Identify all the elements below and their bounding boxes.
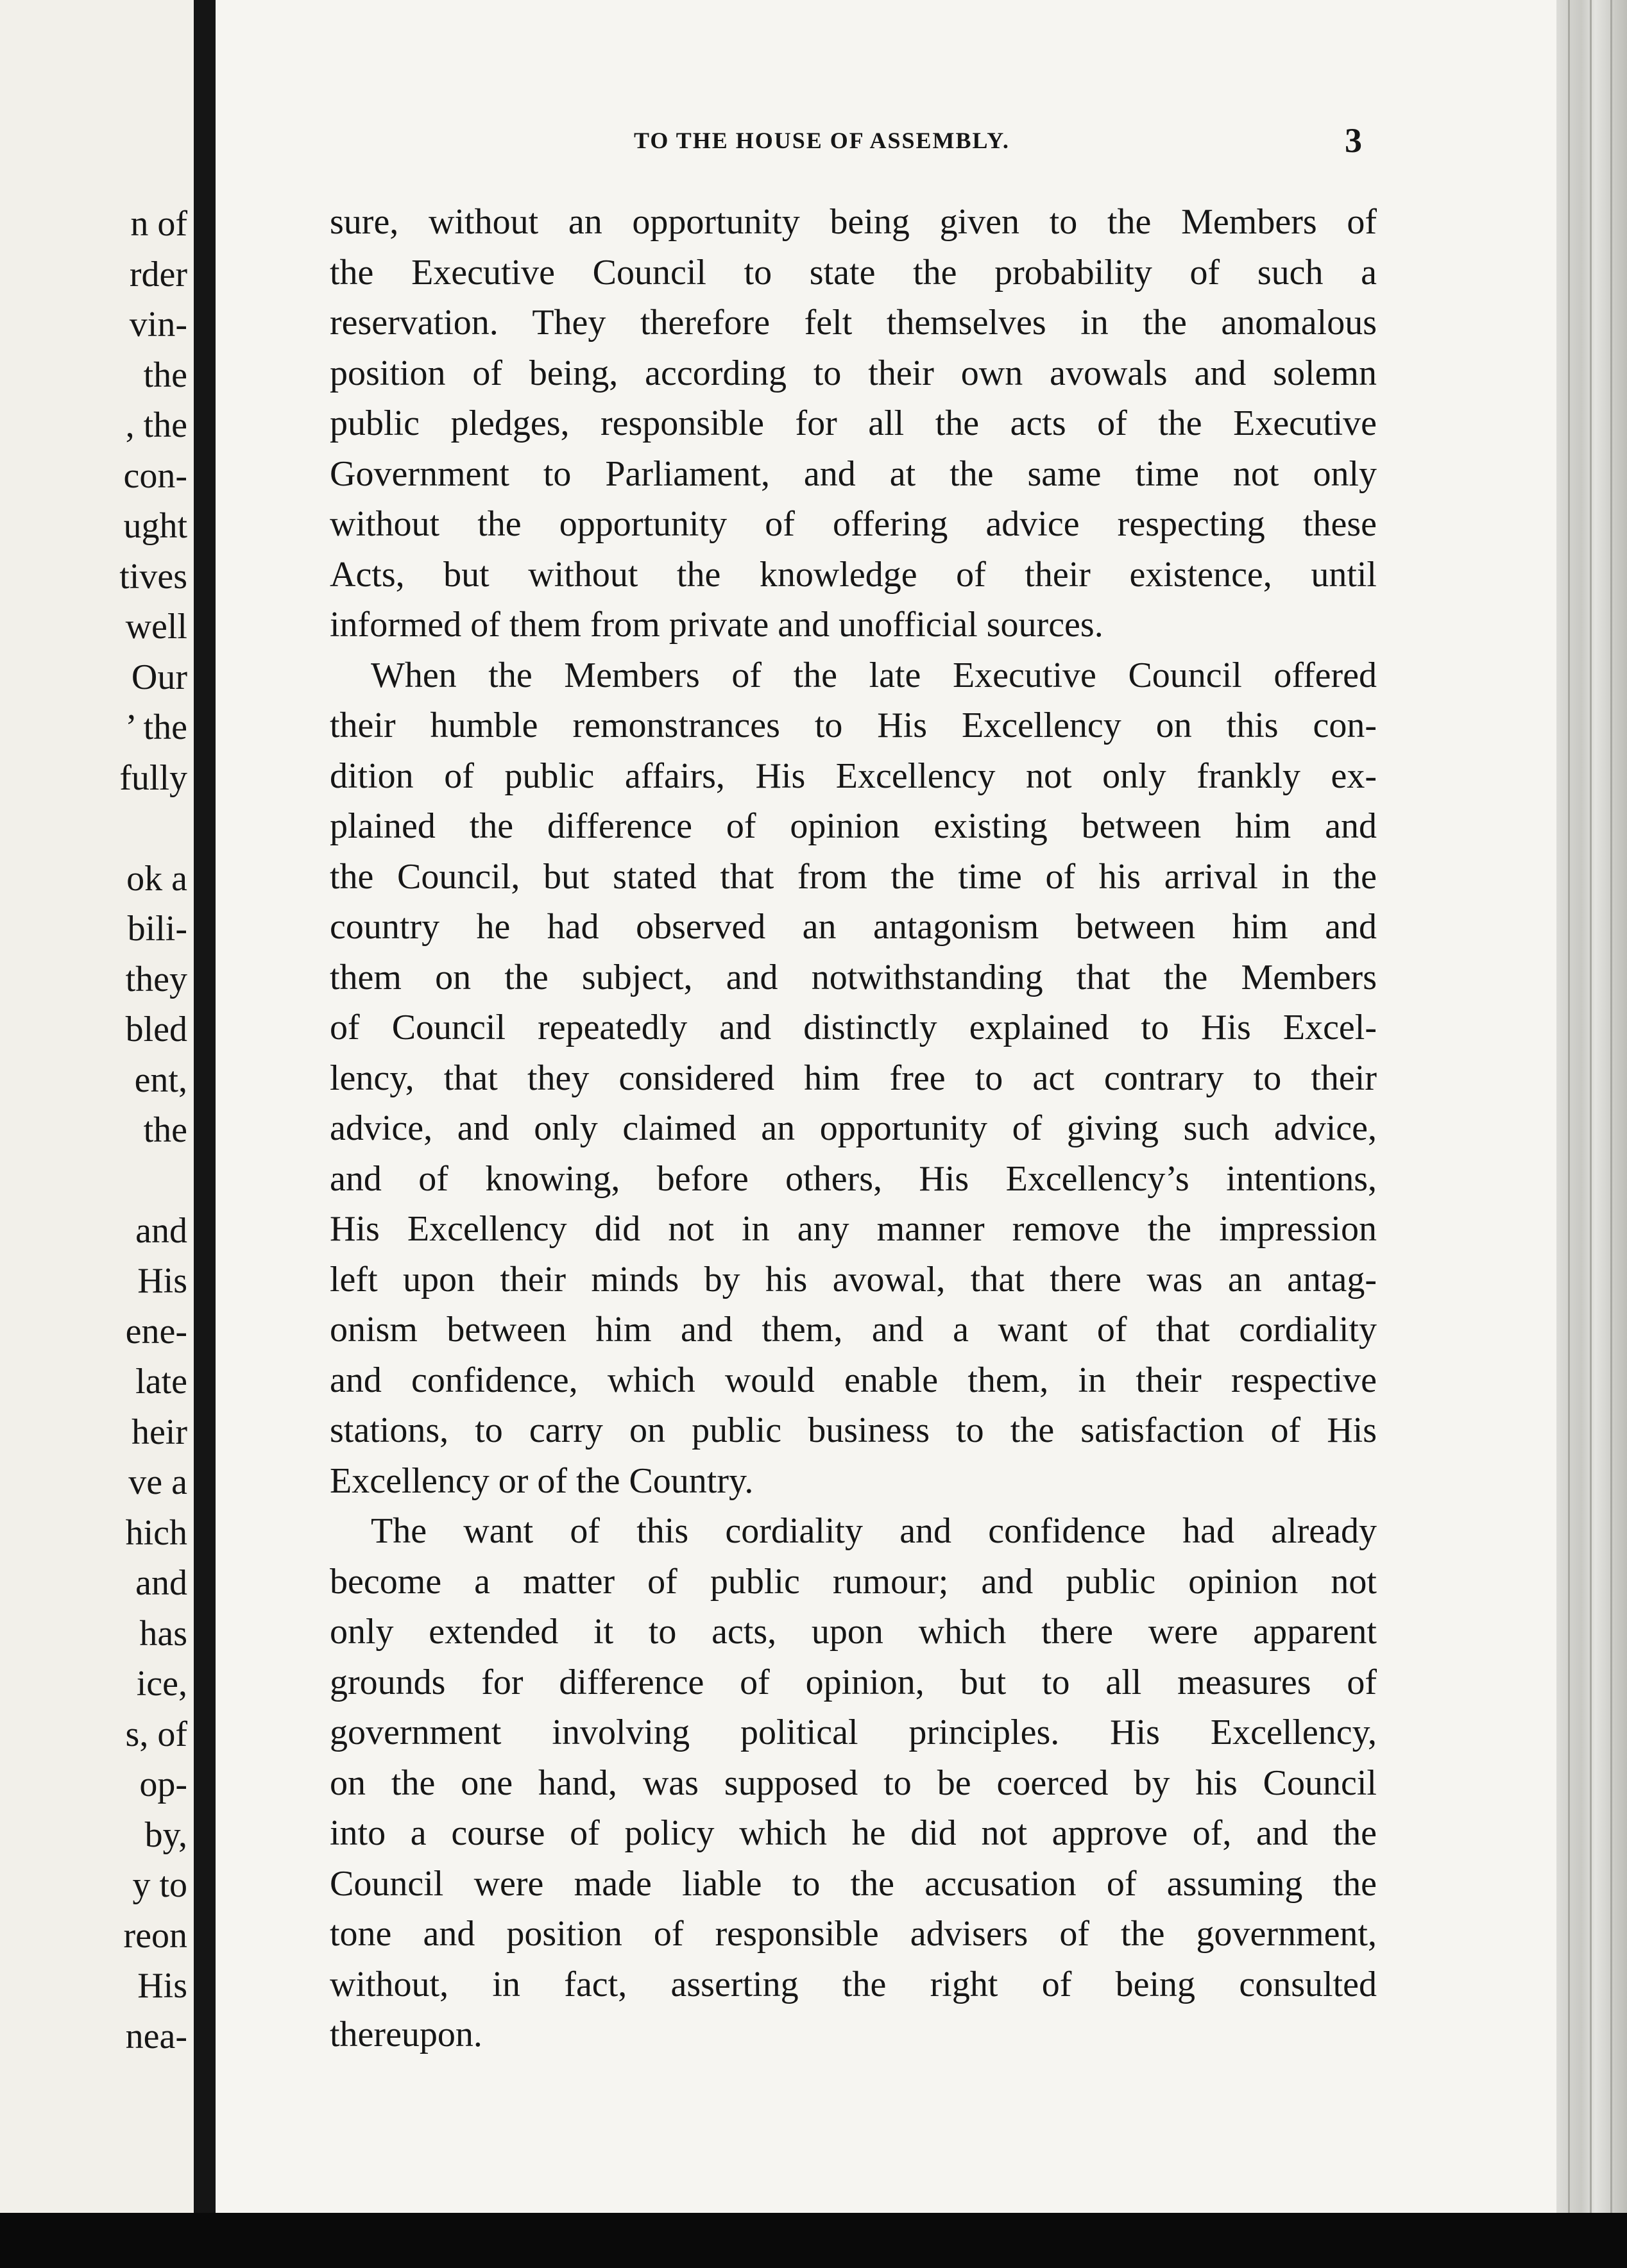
- text-line: only extended it to acts, upon which there were apparent: [330, 1612, 1377, 1652]
- left-page-fragment: heir: [131, 1412, 187, 1452]
- left-page-fragment: the: [143, 1110, 187, 1150]
- text-line: without, in fact, asserting the right of being consulted: [330, 1964, 1377, 2004]
- left-page-fragment: has: [139, 1614, 187, 1654]
- body-text: [330, 197, 1377, 2060]
- text-line: and of knowing, before others, His Excellency’s intentions,: [330, 1158, 1377, 1199]
- page-edge-line: [1590, 0, 1592, 2213]
- text-line: thereupon.: [330, 2015, 482, 2054]
- running-head: TO THE HOUSE OF ASSEMBLY.: [634, 128, 1010, 153]
- text-line: government involving political principles. His Excellency,: [330, 1713, 1377, 1752]
- left-page-fragment: they: [125, 960, 187, 999]
- text-line: their humble remonstrances to His Excellency on this con-: [330, 706, 1377, 745]
- left-page-fragment: bled: [125, 1010, 187, 1049]
- left-page-fragment: nea-: [125, 2017, 187, 2056]
- text-line: without the opportunity of offering advice respecting these: [330, 504, 1377, 544]
- left-page-fragment: bili-: [127, 909, 187, 949]
- left-page-fragment: ent,: [134, 1060, 187, 1100]
- text-line: public pledges, responsible for all the acts of the Executive: [330, 403, 1377, 443]
- left-page-fragment: hich: [125, 1513, 187, 1553]
- text-line: on the one hand, was supposed to be coerced by his Council: [330, 1763, 1377, 1803]
- left-page-fragment: and: [135, 1211, 187, 1251]
- left-page-fragment: fully: [119, 758, 187, 798]
- text-line: country he had observed an antagonism between him and: [330, 907, 1377, 947]
- text-line: tone and position of responsible advisers of the government,: [330, 1914, 1377, 1954]
- page-edge-line: [1610, 0, 1612, 2213]
- left-page-fragment: the: [143, 355, 187, 395]
- left-page-fragment: ’ the: [125, 707, 187, 747]
- text-line: and confidence, which would enable them, in their respective: [330, 1360, 1377, 1400]
- text-line: His Excellency did not in any manner remove the impression: [330, 1209, 1377, 1249]
- text-line: of Council repeatedly and distinctly explained to His Excel-: [330, 1008, 1377, 1047]
- left-page-fragment: reon: [123, 1916, 187, 1956]
- main-page: [216, 0, 1627, 2213]
- text-line: advice, and only claimed an opportunity of giving such advice,: [330, 1108, 1377, 1148]
- text-line: dition of public affairs, His Excellency not only frankly ex-: [330, 756, 1377, 796]
- left-page-fragment: and: [135, 1563, 187, 1603]
- text-line: Acts, but without the knowledge of their existence, until: [330, 554, 1377, 595]
- page-stack-edge: [1556, 0, 1627, 2213]
- left-page-fragment: Our: [131, 657, 187, 697]
- left-page-fragment: con-: [123, 456, 187, 496]
- left-page-fragment: tives: [119, 557, 187, 597]
- text-line: stations, to carry on public business to the satisfaction of His: [330, 1410, 1377, 1450]
- page-edge-line: [1568, 0, 1570, 2213]
- left-page-fragment: ok a: [126, 859, 187, 899]
- left-page-fragment: ene-: [125, 1312, 187, 1351]
- left-page-fragment: n of: [130, 204, 187, 244]
- text-line: sure, without an opportunity being given to the Members of: [330, 202, 1377, 242]
- scan-bottom-border: [0, 2213, 1627, 2268]
- left-page-fragment: s, of: [125, 1714, 187, 1754]
- left-page-fragment: vin-: [129, 305, 187, 344]
- left-page-fragment: His: [137, 1966, 187, 2006]
- book-gutter: [194, 0, 216, 2213]
- left-page-fragment: ice,: [136, 1664, 187, 1704]
- text-line: informed of them from private and unofficial sources.: [330, 605, 1103, 645]
- left-page-fragment: ve a: [128, 1462, 187, 1502]
- left-page-fragment: well: [125, 607, 187, 647]
- text-line: plained the difference of opinion existing between him and: [330, 806, 1377, 846]
- page-number: 3: [1345, 121, 1362, 160]
- text-line: become a matter of public rumour; and public opinion not: [330, 1561, 1377, 1602]
- text-line: them on the subject, and notwithstanding that the Members: [330, 957, 1377, 997]
- text-line: the Council, but stated that from the time of his arrival in the: [330, 856, 1377, 897]
- text-line: left upon their minds by his avowal, that there was an antag-: [330, 1259, 1377, 1299]
- left-page-fragment: y to: [132, 1865, 187, 1905]
- left-page-fragment: His: [137, 1261, 187, 1301]
- text-line: lency, that they considered him free to act contrary to their: [330, 1058, 1377, 1098]
- left-page-fragment: rder: [129, 255, 187, 294]
- left-page-fragment: late: [135, 1362, 187, 1401]
- text-line: grounds for difference of opinion, but to all measures of: [330, 1662, 1377, 1702]
- text-line: reservation. They therefore felt themselves in the anomalous: [330, 303, 1377, 343]
- left-page-fragment: , the: [125, 405, 187, 445]
- left-page-fragment: by,: [144, 1815, 187, 1855]
- left-facing-page: [0, 0, 194, 2213]
- text-line: the Executive Council to state the probability of such a: [330, 252, 1377, 292]
- text-line: Excellency or of the Country.: [330, 1460, 754, 1501]
- text-line: Council were made liable to the accusation of assuming the: [330, 1863, 1377, 1904]
- text-line: Government to Parliament, and at the same time not only: [330, 453, 1377, 494]
- text-line: onism between him and them, and a want of that cordiality: [330, 1310, 1377, 1350]
- text-line: When the Members of the late Executive Council offered: [371, 655, 1377, 695]
- text-line: into a course of policy which he did not approve of, and the: [330, 1813, 1377, 1853]
- left-page-fragment: ught: [123, 506, 187, 546]
- text-line: position of being, according to their own avowals and solemn: [330, 353, 1377, 393]
- left-page-fragment: op-: [139, 1764, 187, 1804]
- text-line: The want of this cordiality and confidence had already: [371, 1511, 1377, 1551]
